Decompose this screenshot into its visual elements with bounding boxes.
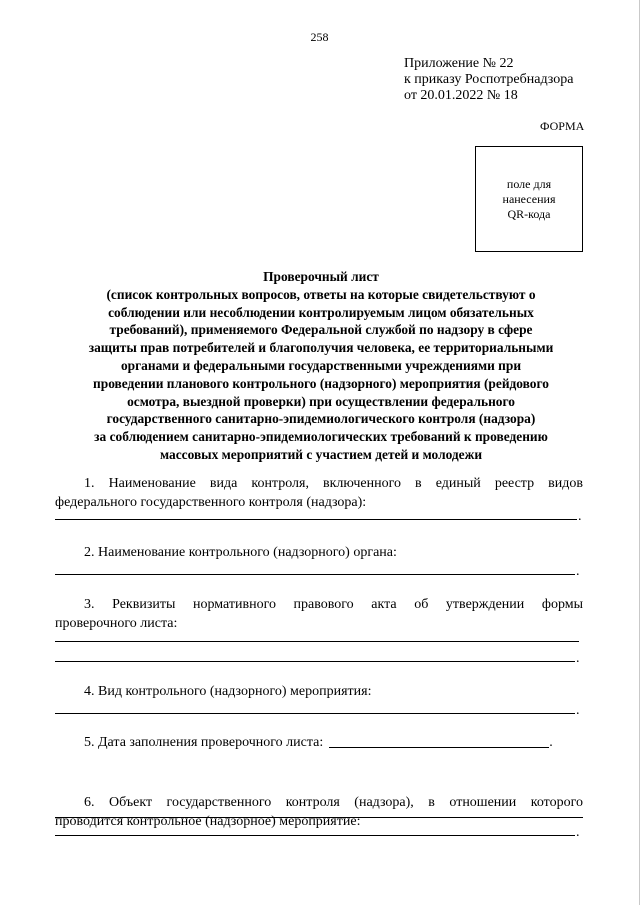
item-4-line1: 4. Вид контрольного (надзорного) мероприятия: xyxy=(84,684,372,699)
item-2-end-dot: . xyxy=(576,564,580,579)
item-3-answer-field-2[interactable] xyxy=(55,661,575,662)
item-6-answer-field-2[interactable] xyxy=(55,835,575,836)
item-5-end-dot: . xyxy=(549,735,553,750)
title-line: соблюдении или несоблюдении контролируемым лицом обязательных xyxy=(108,304,534,320)
item-1-line2: федерального государственного контроля (надзора): xyxy=(55,495,367,510)
form-label: ФОРМА xyxy=(540,119,585,133)
title-line: массовых мероприятий с участием детей и молодежи xyxy=(159,446,483,462)
title-line: государственного санитарно-эпидемиологического контроля (надзора) xyxy=(106,411,536,427)
item-5-line1: 5. Дата заполнения проверочного листа: xyxy=(84,735,324,750)
form-item-3 xyxy=(55,595,583,633)
item-1-line1: 1. Наименование вида контроля, включенного в единый реестр видов xyxy=(84,476,583,491)
qr-placeholder-text: поле для нанесения QR-кода xyxy=(502,176,556,221)
form-item-4 xyxy=(55,682,583,701)
annex-number: Приложение № 22 xyxy=(404,56,514,71)
form-item-1 xyxy=(55,474,583,512)
annex-header xyxy=(404,56,573,104)
item-5-row xyxy=(55,733,583,752)
page-number: 258 xyxy=(310,30,329,44)
item-2-answer-field[interactable] xyxy=(55,574,575,575)
title-line: проведении планового контрольного (надзорного) мероприятия (рейдового xyxy=(93,375,549,391)
qr-code-field xyxy=(475,146,583,252)
item-6-line1: 6. Объект государственного контроля (надзора), в отношении которого xyxy=(84,795,583,810)
item-3-line2: проверочного листа: xyxy=(55,616,178,631)
title-line: защиты прав потребителей и благополучия человека, ее территориальными xyxy=(88,340,554,356)
item-6-line2: проводится контрольное (надзорное) мероприятие: xyxy=(55,814,361,829)
form-item-5 xyxy=(55,733,583,752)
item-4-end-dot: . xyxy=(576,703,580,718)
item-5-answer-field[interactable] xyxy=(329,735,549,748)
item-3-answer-field-1[interactable] xyxy=(55,641,579,642)
form-item-2 xyxy=(55,543,583,562)
title-line: осмотра, выездной проверки) при осуществлении федерального xyxy=(127,393,515,409)
title-line: требований), применяемого Федеральной службой по надзору в сфере xyxy=(109,322,533,338)
title-line: органами и федеральными государственными учреждениями при xyxy=(120,357,522,373)
document-title xyxy=(58,268,584,464)
item-1-answer-field[interactable] xyxy=(55,519,577,520)
item-1-end-dot: . xyxy=(578,509,582,524)
title-line: (список контрольных вопросов, ответы на которые свидетельствуют о xyxy=(106,286,536,302)
title-heading: Проверочный лист xyxy=(263,269,379,284)
item-3-line1: 3. Реквизиты нормативного правового акта об утверждении формы xyxy=(84,597,583,612)
form-item-6 xyxy=(55,793,583,831)
title-line: за соблюдением санитарно-эпидемиологических требований к проведению xyxy=(94,429,548,445)
item-2-line1: 2. Наименование контрольного (надзорного) органа: xyxy=(84,545,397,560)
item-4-answer-field[interactable] xyxy=(55,713,575,714)
annex-order-ref: к приказу Роспотребнадзора xyxy=(404,72,574,87)
item-3-end-dot: . xyxy=(576,651,580,666)
item-6-end-dot: . xyxy=(576,825,580,840)
item-6-answer-field-1[interactable] xyxy=(55,817,583,818)
annex-order-date: от 20.01.2022 № 18 xyxy=(404,88,518,103)
